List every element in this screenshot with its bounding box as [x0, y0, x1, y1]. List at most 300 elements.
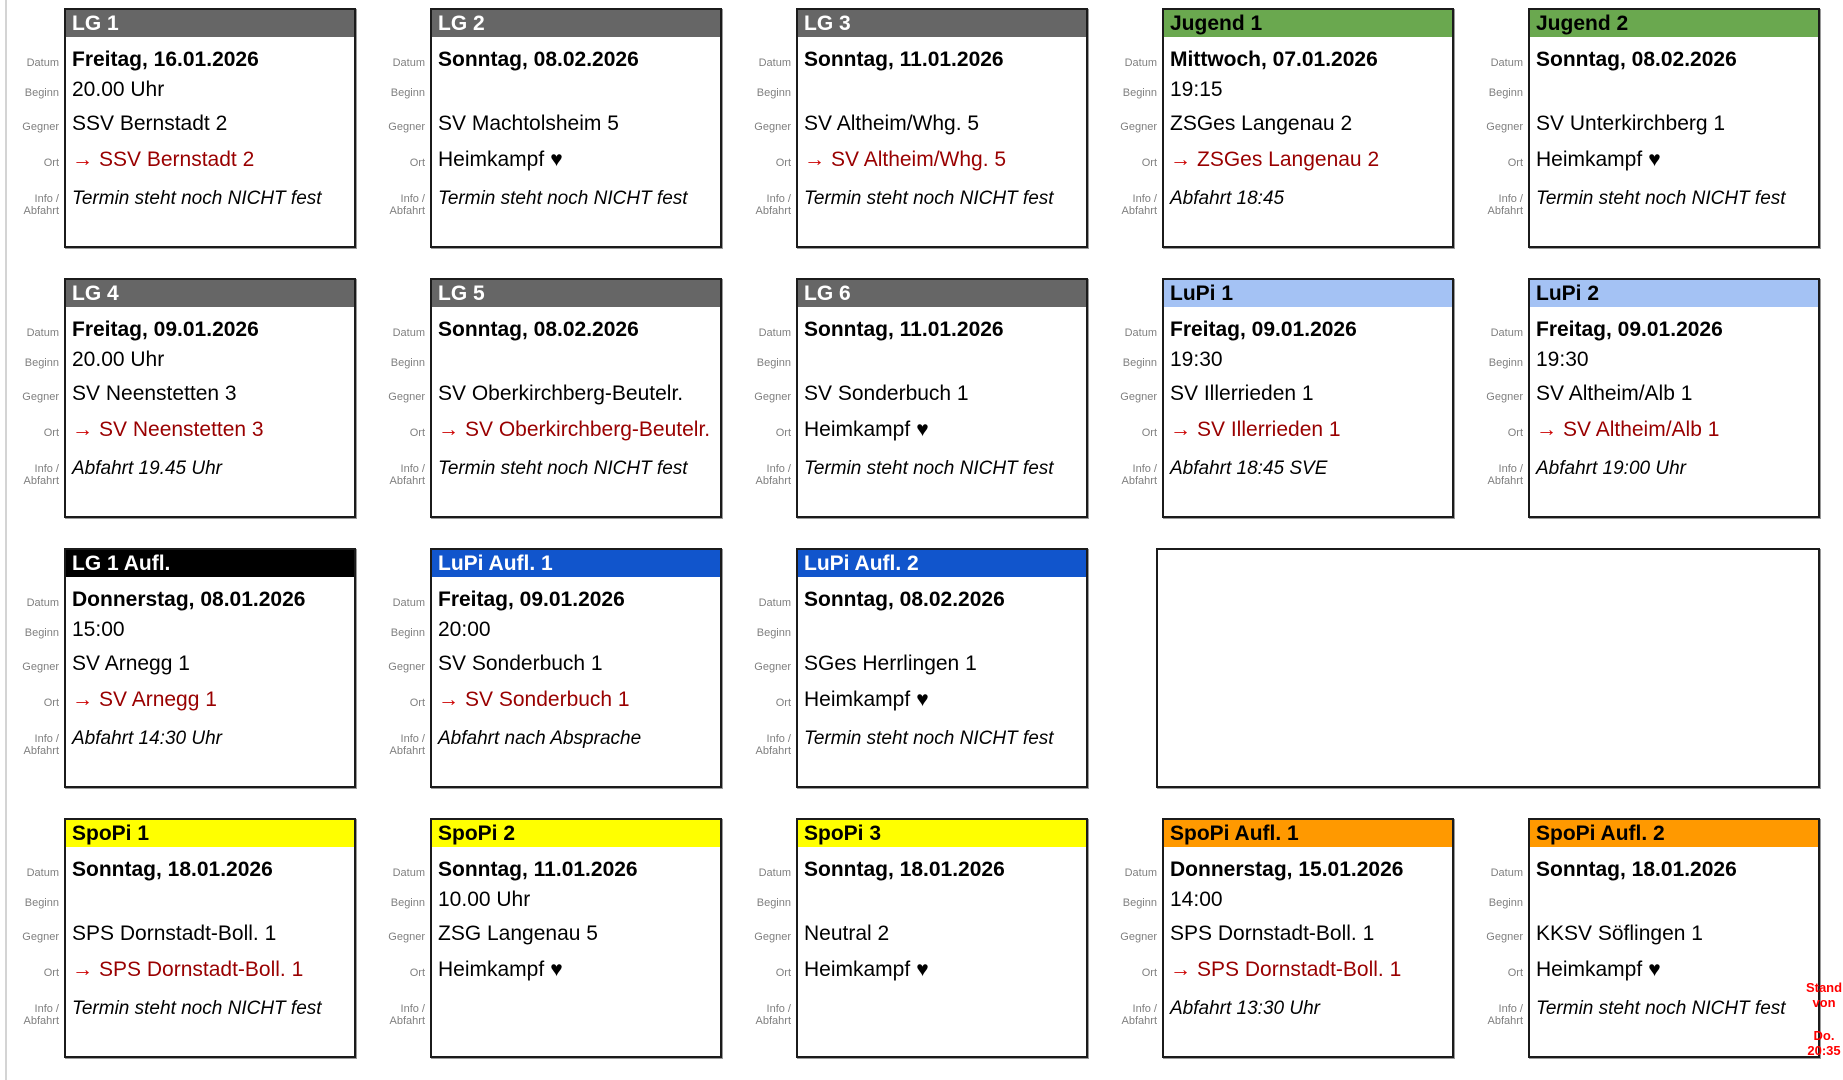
- away-arrow-icon: →: [804, 148, 825, 171]
- info-label-line1: Info /: [34, 193, 59, 205]
- beginn-label: Beginn: [24, 87, 59, 99]
- info-label-line1: Info /: [1498, 1003, 1523, 1015]
- label-spacer: [368, 175, 430, 185]
- card-datum: Freitag, 16.01.2026: [72, 48, 259, 71]
- info-label-line1: Info /: [1498, 463, 1523, 475]
- info-label-line2: Abfahrt: [1487, 475, 1523, 487]
- match-card: [430, 8, 722, 248]
- info-label-line1: Info /: [1132, 193, 1157, 205]
- card-beginn: [1530, 75, 1818, 105]
- card-beginn: [798, 75, 1086, 105]
- ort-text: SV Oberkirchberg-Beutelr.: [465, 418, 711, 441]
- card-header: [798, 820, 1086, 850]
- beginn-label: Beginn: [1122, 87, 1157, 99]
- heart-icon: ♥: [550, 148, 563, 171]
- match-card: [1528, 278, 1820, 518]
- datum-label: Datum: [1124, 57, 1157, 69]
- stand-gap: [1805, 1010, 1843, 1028]
- card-beginn: [798, 345, 1086, 375]
- match-card: [796, 818, 1088, 1058]
- card-gegner: SV Arnegg 1: [72, 652, 190, 675]
- gegner-label: Gegner: [1120, 391, 1157, 403]
- info-label-line1: Info /: [766, 1003, 791, 1015]
- heart-icon: ♥: [916, 418, 929, 441]
- beginn-label: Beginn: [756, 87, 791, 99]
- card-header: [798, 280, 1086, 310]
- gegner-label: Gegner: [22, 121, 59, 133]
- ort-text: SV Sonderbuch 1: [465, 688, 630, 711]
- match-card: [64, 278, 356, 518]
- info-abfahrt-label: [368, 455, 430, 507]
- card-gegner: ZSGes Langenau 2: [1170, 112, 1353, 135]
- label-spacer: [1466, 445, 1528, 455]
- stand-line: Do.: [1813, 1028, 1835, 1043]
- datum-label: Datum: [26, 597, 59, 609]
- info-label-line2: Abfahrt: [23, 205, 59, 217]
- match-cell: [734, 270, 1100, 540]
- ort-text: Heimkampf: [1536, 958, 1643, 981]
- beginn-label: Beginn: [24, 627, 59, 639]
- card-beginn: [432, 75, 720, 105]
- info-abfahrt-label: [1100, 995, 1162, 1047]
- field-labels: [734, 810, 796, 1047]
- card-gegner: ZSG Langenau 5: [438, 922, 598, 945]
- card-spacer: [798, 175, 1086, 185]
- match-card: [796, 8, 1088, 248]
- label-spacer: [368, 985, 430, 995]
- ort-text: Heimkampf: [804, 688, 911, 711]
- card-beginn: 14:00: [1170, 888, 1223, 911]
- ort-text: SPS Dornstadt-Boll. 1: [99, 958, 304, 981]
- card-datum: Freitag, 09.01.2026: [72, 318, 259, 341]
- card-info: Termin steht noch NICHT fest: [438, 458, 688, 479]
- card-info: Termin steht noch NICHT fest: [1536, 998, 1786, 1019]
- card-gegner: SSV Bernstadt 2: [72, 112, 228, 135]
- gegner-label: Gegner: [1486, 121, 1523, 133]
- card-header: [1530, 280, 1818, 310]
- info-label-line2: Abfahrt: [23, 1015, 59, 1027]
- card-info: Termin steht noch NICHT fest: [72, 188, 322, 209]
- match-cell: [368, 810, 734, 1080]
- card-title: SpoPi 3: [804, 822, 882, 845]
- card-datum: Sonntag, 11.01.2026: [438, 858, 638, 881]
- card-info: Abfahrt 19.45 Uhr: [72, 458, 222, 479]
- card-ort: [432, 139, 720, 175]
- match-card: [1162, 818, 1454, 1058]
- card-datum: Sonntag, 08.02.2026: [438, 48, 639, 71]
- beginn-label: Beginn: [756, 627, 791, 639]
- match-card: [1528, 8, 1820, 248]
- gegner-label: Gegner: [388, 391, 425, 403]
- card-ort: [798, 949, 1086, 985]
- card-gegner: SV Altheim/Whg. 5: [804, 112, 980, 135]
- info-label-line2: Abfahrt: [1121, 475, 1157, 487]
- card-beginn: 19:30: [1536, 348, 1589, 371]
- card-header: [66, 10, 354, 40]
- ort-text: SV Illerrieden 1: [1197, 418, 1341, 441]
- card-beginn: [1530, 885, 1818, 915]
- label-spacer: [734, 715, 796, 725]
- ort-label: Ort: [775, 427, 791, 439]
- match-cell: [368, 0, 734, 270]
- card-datum: Sonntag, 11.01.2026: [804, 318, 1004, 341]
- card-spacer: [798, 985, 1086, 995]
- card-header: [432, 820, 720, 850]
- info-label-line1: Info /: [400, 1003, 425, 1015]
- info-abfahrt-label: [1100, 455, 1162, 507]
- info-label-line1: Info /: [766, 193, 791, 205]
- card-title: SpoPi 2: [438, 822, 516, 845]
- card-info: Abfahrt 14:30 Uhr: [72, 728, 222, 749]
- datum-label: Datum: [26, 867, 59, 879]
- card-header: [798, 10, 1086, 40]
- ort-label: Ort: [43, 427, 59, 439]
- beginn-label: Beginn: [24, 357, 59, 369]
- card-info: Termin steht noch NICHT fest: [804, 728, 1054, 749]
- field-labels: [734, 540, 796, 777]
- info-label-line2: Abfahrt: [389, 475, 425, 487]
- match-card: [430, 818, 722, 1058]
- ort-text: Heimkampf: [804, 958, 911, 981]
- ort-text: SV Neenstetten 3: [99, 418, 264, 441]
- card-datum: Sonntag, 18.01.2026: [72, 858, 273, 881]
- card-info: Abfahrt 18:45 SVE: [1170, 458, 1328, 479]
- info-label-line2: Abfahrt: [755, 475, 791, 487]
- empty-slot: [1156, 548, 1820, 788]
- gegner-label: Gegner: [754, 931, 791, 943]
- info-abfahrt-label: [734, 185, 796, 237]
- card-ort: [1530, 949, 1818, 985]
- card-datum: Donnerstag, 15.01.2026: [1170, 858, 1404, 881]
- ort-label: Ort: [1507, 427, 1523, 439]
- card-gegner: SV Sonderbuch 1: [804, 382, 969, 405]
- info-label-line2: Abfahrt: [1121, 205, 1157, 217]
- card-spacer: [432, 985, 720, 995]
- info-abfahrt-label: [1466, 455, 1528, 507]
- info-label-line1: Info /: [1498, 193, 1523, 205]
- card-title: LuPi Aufl. 2: [804, 552, 919, 575]
- ort-text: Heimkampf: [804, 418, 911, 441]
- away-arrow-icon: →: [72, 418, 93, 441]
- stand-line: von: [1812, 995, 1836, 1010]
- gegner-label: Gegner: [1486, 931, 1523, 943]
- info-label-line2: Abfahrt: [755, 745, 791, 757]
- card-info: [798, 995, 1086, 1047]
- label-spacer: [734, 175, 796, 185]
- card-beginn: 20:00: [438, 618, 491, 641]
- card-header: [798, 550, 1086, 580]
- label-spacer: [1100, 445, 1162, 455]
- field-labels: [1100, 810, 1162, 1047]
- match-cell: [2, 0, 368, 270]
- info-abfahrt-label: [2, 995, 64, 1047]
- card-info: Abfahrt nach Absprache: [438, 728, 642, 749]
- match-cell: [1466, 0, 1832, 270]
- card-ort: [432, 679, 720, 715]
- beginn-label: Beginn: [24, 897, 59, 909]
- datum-label: Datum: [26, 327, 59, 339]
- beginn-label: Beginn: [390, 357, 425, 369]
- info-label-line1: Info /: [400, 733, 425, 745]
- card-info: Abfahrt 18:45: [1170, 188, 1285, 209]
- ort-label: Ort: [409, 967, 425, 979]
- info-abfahrt-label: [368, 995, 430, 1047]
- card-info: Abfahrt 13:30 Uhr: [1170, 998, 1320, 1019]
- card-spacer: [1164, 985, 1452, 995]
- card-gegner: Neutral 2: [804, 922, 890, 945]
- card-title: LuPi 1: [1170, 282, 1234, 305]
- beginn-label: Beginn: [756, 897, 791, 909]
- info-label-line1: Info /: [34, 1003, 59, 1015]
- away-arrow-icon: →: [72, 958, 93, 981]
- beginn-label: Beginn: [1488, 897, 1523, 909]
- info-label-line1: Info /: [34, 733, 59, 745]
- card-beginn: [798, 885, 1086, 915]
- info-label-line2: Abfahrt: [1487, 205, 1523, 217]
- beginn-label: Beginn: [390, 87, 425, 99]
- away-arrow-icon: →: [72, 688, 93, 711]
- info-label-line1: Info /: [766, 733, 791, 745]
- info-label-line2: Abfahrt: [1487, 1015, 1523, 1027]
- field-labels: [1466, 270, 1528, 507]
- field-labels: [1466, 0, 1528, 237]
- match-card: [64, 8, 356, 248]
- label-spacer: [2, 985, 64, 995]
- info-abfahrt-label: [734, 455, 796, 507]
- match-card: [430, 548, 722, 788]
- card-datum: Sonntag, 08.02.2026: [804, 588, 1005, 611]
- ort-text: SV Arnegg 1: [99, 688, 217, 711]
- match-card: [430, 278, 722, 518]
- card-info: Termin steht noch NICHT fest: [438, 188, 688, 209]
- label-spacer: [368, 715, 430, 725]
- card-title: SpoPi Aufl. 1: [1170, 822, 1299, 845]
- away-arrow-icon: →: [1536, 418, 1557, 441]
- label-spacer: [368, 445, 430, 455]
- card-datum: Freitag, 09.01.2026: [1536, 318, 1723, 341]
- card-title: LG 3: [804, 12, 851, 35]
- ort-text: SPS Dornstadt-Boll. 1: [1197, 958, 1402, 981]
- card-spacer: [1164, 445, 1452, 455]
- field-labels: [1100, 0, 1162, 237]
- ort-text: SSV Bernstadt 2: [99, 148, 255, 171]
- card-title: LG 5: [438, 282, 485, 305]
- ort-label: Ort: [775, 157, 791, 169]
- card-spacer: [1530, 175, 1818, 185]
- ort-label: Ort: [43, 967, 59, 979]
- beginn-label: Beginn: [1488, 357, 1523, 369]
- info-label-line1: Info /: [400, 193, 425, 205]
- ort-label: Ort: [775, 697, 791, 709]
- card-datum: Freitag, 09.01.2026: [438, 588, 625, 611]
- field-labels: [734, 0, 796, 237]
- stand-line: Stand: [1805, 980, 1843, 995]
- gegner-label: Gegner: [388, 661, 425, 673]
- card-header: [1164, 10, 1452, 40]
- match-card: [64, 548, 356, 788]
- field-labels: [2, 540, 64, 777]
- beginn-label: Beginn: [1122, 897, 1157, 909]
- card-gegner: SV Unterkirchberg 1: [1536, 112, 1726, 135]
- card-header: [1530, 10, 1818, 40]
- match-cell: [2, 540, 368, 810]
- ort-text: SV Altheim/Whg. 5: [831, 148, 1007, 171]
- info-abfahrt-label: [368, 725, 430, 777]
- card-ort: [66, 679, 354, 715]
- beginn-label: Beginn: [390, 897, 425, 909]
- label-spacer: [734, 985, 796, 995]
- beginn-label: Beginn: [1122, 357, 1157, 369]
- card-gegner: SV Oberkirchberg-Beutelr.: [438, 382, 684, 405]
- card-spacer: [432, 715, 720, 725]
- card-ort: [66, 139, 354, 175]
- field-labels: [2, 270, 64, 507]
- card-gegner: SV Machtolsheim 5: [438, 112, 619, 135]
- card-ort: [798, 679, 1086, 715]
- card-spacer: [66, 985, 354, 995]
- info-abfahrt-label: [2, 455, 64, 507]
- ort-label: Ort: [1507, 157, 1523, 169]
- away-arrow-icon: →: [438, 418, 459, 441]
- info-abfahrt-label: [2, 185, 64, 237]
- card-info: Termin steht noch NICHT fest: [72, 998, 322, 1019]
- label-spacer: [1100, 175, 1162, 185]
- card-title: Jugend 1: [1170, 12, 1263, 35]
- card-beginn: 19:15: [1170, 78, 1223, 101]
- ort-label: Ort: [1141, 157, 1157, 169]
- field-labels: [368, 270, 430, 507]
- card-ort: [432, 949, 720, 985]
- heart-icon: ♥: [1648, 958, 1661, 981]
- match-card: [1162, 278, 1454, 518]
- away-arrow-icon: →: [438, 688, 459, 711]
- ort-label: Ort: [409, 697, 425, 709]
- card-header: [1164, 820, 1452, 850]
- gegner-label: Gegner: [754, 121, 791, 133]
- card-spacer: [432, 445, 720, 455]
- card-gegner: SV Illerrieden 1: [1170, 382, 1314, 405]
- match-card: [1162, 8, 1454, 248]
- field-labels: [734, 270, 796, 507]
- card-header: [432, 550, 720, 580]
- card-ort: [66, 409, 354, 445]
- card-header: [432, 10, 720, 40]
- ort-label: Ort: [1141, 967, 1157, 979]
- card-info: Termin steht noch NICHT fest: [804, 188, 1054, 209]
- label-spacer: [734, 445, 796, 455]
- label-spacer: [2, 445, 64, 455]
- gegner-label: Gegner: [754, 661, 791, 673]
- datum-label: Datum: [758, 867, 791, 879]
- info-label-line1: Info /: [1132, 1003, 1157, 1015]
- gegner-label: Gegner: [388, 931, 425, 943]
- info-label-line2: Abfahrt: [23, 475, 59, 487]
- ort-label: Ort: [409, 427, 425, 439]
- field-labels: [368, 810, 430, 1047]
- datum-label: Datum: [1490, 327, 1523, 339]
- card-ort: [798, 139, 1086, 175]
- card-info: Abfahrt 19:00 Uhr: [1536, 458, 1686, 479]
- card-beginn: [432, 345, 720, 375]
- card-datum: Sonntag, 18.01.2026: [1536, 858, 1737, 881]
- info-abfahrt-label: [1466, 185, 1528, 237]
- card-header: [1164, 280, 1452, 310]
- card-gegner: SV Altheim/Alb 1: [1536, 382, 1693, 405]
- match-cell: [734, 810, 1100, 1080]
- card-ort: [1164, 139, 1452, 175]
- datum-label: Datum: [1490, 57, 1523, 69]
- info-abfahrt-label: [1100, 185, 1162, 237]
- card-spacer: [1530, 985, 1818, 995]
- away-arrow-icon: →: [1170, 418, 1191, 441]
- gegner-label: Gegner: [754, 391, 791, 403]
- ort-label: Ort: [1507, 967, 1523, 979]
- card-info: Termin steht noch NICHT fest: [804, 458, 1054, 479]
- info-label-line1: Info /: [766, 463, 791, 475]
- card-gegner: KKSV Söflingen 1: [1536, 922, 1703, 945]
- label-spacer: [1466, 175, 1528, 185]
- match-card: [64, 818, 356, 1058]
- card-header: [1530, 820, 1818, 850]
- field-labels: [1466, 810, 1528, 1047]
- field-labels: [368, 0, 430, 237]
- card-spacer: [798, 715, 1086, 725]
- card-datum: Sonntag, 08.02.2026: [1536, 48, 1737, 71]
- card-datum: Donnerstag, 08.01.2026: [72, 588, 306, 611]
- card-gegner: SGes Herrlingen 1: [804, 652, 977, 675]
- match-cell: [2, 270, 368, 540]
- card-ort: [432, 409, 720, 445]
- info-label-line1: Info /: [1132, 463, 1157, 475]
- card-title: SpoPi 1: [72, 822, 150, 845]
- match-cell: [368, 540, 734, 810]
- info-label-line2: Abfahrt: [389, 1015, 425, 1027]
- datum-label: Datum: [758, 597, 791, 609]
- card-title: LuPi Aufl. 1: [438, 552, 553, 575]
- card-datum: Sonntag, 18.01.2026: [804, 858, 1005, 881]
- card-gegner: SPS Dornstadt-Boll. 1: [72, 922, 277, 945]
- ort-label: Ort: [409, 157, 425, 169]
- card-spacer: [798, 445, 1086, 455]
- match-card: [1528, 818, 1820, 1058]
- info-label-line2: Abfahrt: [389, 205, 425, 217]
- datum-label: Datum: [1124, 867, 1157, 879]
- gegner-label: Gegner: [388, 121, 425, 133]
- card-info: Termin steht noch NICHT fest: [1536, 188, 1786, 209]
- label-spacer: [1466, 985, 1528, 995]
- gegner-label: Gegner: [22, 391, 59, 403]
- ort-label: Ort: [775, 967, 791, 979]
- match-cell: [368, 270, 734, 540]
- card-gegner: SV Sonderbuch 1: [438, 652, 603, 675]
- card-title: Jugend 2: [1536, 12, 1629, 35]
- ort-text: Heimkampf: [1536, 148, 1643, 171]
- datum-label: Datum: [1124, 327, 1157, 339]
- card-spacer: [1164, 175, 1452, 185]
- info-abfahrt-label: [368, 185, 430, 237]
- gegner-label: Gegner: [22, 931, 59, 943]
- ort-text: ZSGes Langenau 2: [1197, 148, 1380, 171]
- info-label-line1: Info /: [400, 463, 425, 475]
- card-spacer: [66, 175, 354, 185]
- match-cell: [1100, 270, 1466, 540]
- status-timestamp: [1805, 980, 1843, 1058]
- card-ort: [1164, 949, 1452, 985]
- card-title: LuPi 2: [1536, 282, 1600, 305]
- heart-icon: ♥: [1648, 148, 1661, 171]
- info-label-line2: Abfahrt: [755, 1015, 791, 1027]
- heart-icon: ♥: [550, 958, 563, 981]
